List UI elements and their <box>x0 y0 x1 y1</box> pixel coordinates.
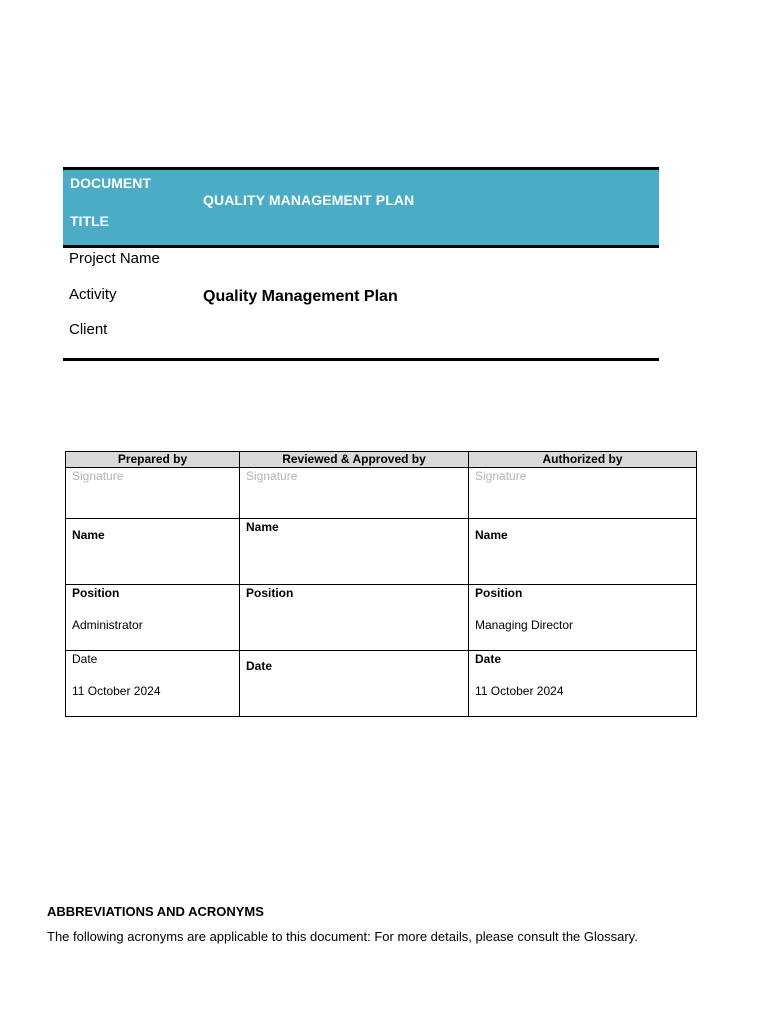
name-label: Name <box>246 520 279 534</box>
position-label: Position <box>475 586 523 600</box>
document-label-line2: TITLE <box>70 213 109 229</box>
prepared-position-value: Administrator <box>72 618 143 632</box>
date-label: Date <box>246 659 273 673</box>
signature-row <box>66 468 697 519</box>
document-title-label <box>70 174 180 250</box>
prepared-name-cell <box>66 519 240 585</box>
project-info <box>63 248 659 361</box>
authorized-date-cell <box>469 651 697 717</box>
prepared-date-value: 11 October 2024 <box>72 684 161 698</box>
date-label: Date <box>475 652 502 666</box>
abbreviations-heading: ABBREVIATIONS AND ACRONYMS <box>47 904 264 919</box>
name-label: Name <box>475 528 508 542</box>
authorized-position-cell <box>469 585 697 651</box>
position-label: Position <box>246 586 294 600</box>
signature-placeholder: Signature <box>72 469 124 483</box>
date-row <box>66 651 697 717</box>
prepared-position-cell <box>66 585 240 651</box>
date-label: Date <box>72 652 98 666</box>
title-band <box>63 167 659 248</box>
project-name-label: Project Name <box>69 250 160 267</box>
reviewed-name-cell <box>240 519 469 585</box>
name-row <box>66 519 697 585</box>
signature-placeholder: Signature <box>246 469 298 483</box>
reviewed-date-cell <box>240 651 469 717</box>
document-title: QUALITY MANAGEMENT PLAN <box>203 192 415 208</box>
authorized-name-cell <box>469 519 697 585</box>
position-row <box>66 585 697 651</box>
signature-placeholder: Signature <box>475 469 527 483</box>
name-label: Name <box>72 528 105 542</box>
signoff-table <box>65 451 697 717</box>
authorized-date-value: 11 October 2024 <box>475 684 564 698</box>
position-label: Position <box>72 586 120 600</box>
client-label: Client <box>69 321 108 338</box>
prepared-by-header: Prepared by <box>66 452 240 468</box>
activity-value: Quality Management Plan <box>203 288 398 305</box>
authorized-position-value: Managing Director <box>475 618 574 632</box>
prepared-signature-cell[interactable] <box>66 468 240 519</box>
reviewed-approved-header: Reviewed & Approved by <box>240 452 469 468</box>
reviewed-signature-cell[interactable] <box>240 468 469 519</box>
authorized-signature-cell[interactable] <box>469 468 697 519</box>
activity-label: Activity <box>69 286 117 303</box>
document-label-line1: DOCUMENT <box>70 175 151 191</box>
prepared-date-cell <box>66 651 240 717</box>
abbreviations-text: The following acronyms are applicable to this document: For more details, please consult the Glossary. <box>47 929 638 944</box>
authorized-by-header: Authorized by <box>469 452 697 468</box>
reviewed-position-cell <box>240 585 469 651</box>
document-title-block <box>63 167 659 361</box>
signoff-header-row <box>66 452 697 468</box>
